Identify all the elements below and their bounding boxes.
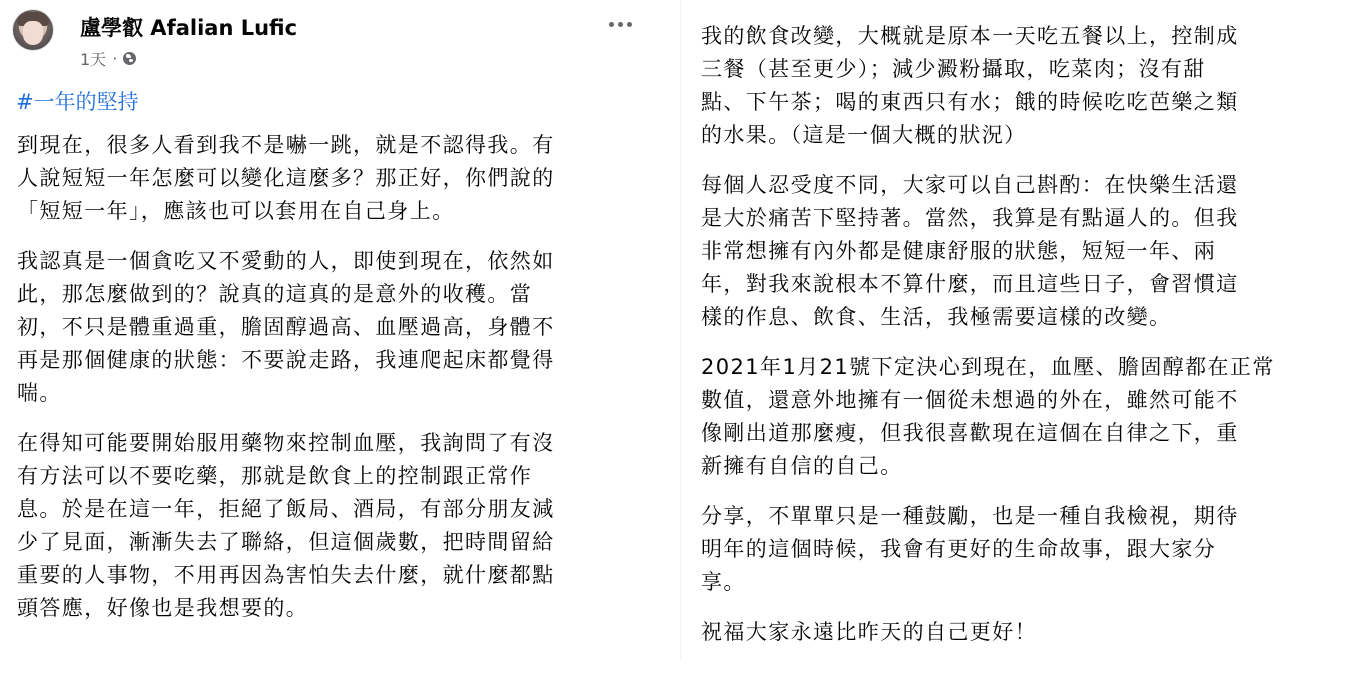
paragraph-line: 重要的人事物，不用再因為害怕失去什麼，就什麼都點 xyxy=(17,563,555,587)
paragraph-line: 年，對我來說根本不算什麼，而且這些日子，會習慣這 xyxy=(701,272,1239,296)
paragraph-gap xyxy=(701,599,1361,616)
paragraph-line: 非常想擁有內外都是健康舒服的狀態，短短一年、兩 xyxy=(701,239,1217,263)
more-options-icon[interactable] xyxy=(609,22,632,27)
paragraph-line: 再是那個健康的狀態：不要說走路，我連爬起床都覺得 xyxy=(17,348,555,372)
paragraph-gap xyxy=(701,334,1361,351)
avatar[interactable] xyxy=(12,9,54,51)
post-left-panel xyxy=(0,0,650,636)
paragraph-line: 人說短短一年怎麼可以變化這麼多？那正好，你們說的 xyxy=(17,166,555,190)
paragraph-line: 的水果。（這是一個大概的狀況） xyxy=(701,123,1027,147)
paragraph-line: 享。 xyxy=(701,570,746,594)
paragraph-line: 在得知可能要開始服用藥物來控制血壓，我詢問了有沒 xyxy=(17,431,555,455)
paragraph-line: 分享，不單單只是一種鼓勵，也是一種自我檢視，期待 xyxy=(701,504,1239,528)
paragraph-line: 息。於是在這一年，拒絕了飯局、酒局，有部分朋友減 xyxy=(17,497,555,521)
paragraph-line: 三餐（甚至更少）；減少澱粉攝取，吃菜肉；沒有甜 xyxy=(701,57,1206,81)
meta-separator: · xyxy=(112,49,118,68)
more-dot xyxy=(618,22,623,27)
avatar-face xyxy=(23,21,43,45)
more-dot xyxy=(609,22,614,27)
paragraph-line: 祝福大家永遠比昨天的自己更好！ xyxy=(701,620,1037,644)
post-body-left xyxy=(17,129,645,625)
post-right-panel xyxy=(680,0,1364,660)
paragraph-gap xyxy=(17,410,645,427)
paragraph-gap xyxy=(701,152,1361,169)
paragraph-line: 新擁有自信的自己。 xyxy=(701,454,903,478)
post-paragraph xyxy=(17,245,645,410)
paragraph-line: 我的飲食改變，大概就是原本一天吃五餐以上，控制成 xyxy=(701,24,1239,48)
paragraph-line: 2021年1月21號下定決心到現在，血壓、膽固醇都在正常 xyxy=(701,355,1275,379)
post-paragraph xyxy=(17,129,645,228)
paragraph-line: 是大於痛苦下堅持著。當然，我算是有點逼人的。但我 xyxy=(701,206,1239,230)
paragraph-line: 點、下午茶；喝的東西只有水；餓的時候吃吃芭樂之類 xyxy=(701,90,1239,114)
author-name[interactable]: 盧學叡 Afalian Lufic xyxy=(80,16,298,40)
paragraph-line: 每個人忍受度不同，大家可以自己斟酌：在快樂生活還 xyxy=(701,173,1239,197)
paragraph-line: 喘。 xyxy=(17,381,62,405)
paragraph-line: 樣的作息、飲食、生活，我極需要這樣的改變。 xyxy=(701,305,1172,329)
paragraph-line: 我認真是一個貪吃又不愛動的人，即使到現在，依然如 xyxy=(17,249,555,273)
paragraph-line: 此，那怎麼做到的？說真的這真的是意外的收穫。當 xyxy=(17,282,533,306)
paragraph-gap xyxy=(17,228,645,245)
paragraph-line: 明年的這個時候，我會有更好的生命故事，跟大家分 xyxy=(701,537,1217,561)
paragraph-line: 少了見面，漸漸失去了聯絡，但這個歲數，把時間留給 xyxy=(17,530,555,554)
paragraph-line: 數值，還意外地擁有一個從未想過的外在，雖然可能不 xyxy=(701,388,1239,412)
more-dot xyxy=(627,22,632,27)
post-meta xyxy=(80,47,136,70)
paragraph-line: 「短短一年」，應該也可以套用在自己身上。 xyxy=(17,199,455,223)
paragraph-line: 到現在，很多人看到我不是嚇一跳，就是不認得我。有 xyxy=(17,133,555,157)
paragraph-line: 像剛出道那麼瘦，但我很喜歡現在這個在自律之下，重 xyxy=(701,421,1239,445)
paragraph-line: 初，不只是體重過重，膽固醇過高、血壓過高，身體不 xyxy=(17,315,555,339)
post-body-right xyxy=(701,20,1361,649)
globe-icon[interactable] xyxy=(123,52,136,65)
hashtag-link[interactable]: #一年的堅持 xyxy=(16,90,139,114)
paragraph-line: 頭答應，好像也是我想要的。 xyxy=(17,596,309,620)
paragraph-line: 有方法可以不要吃藥，那就是飲食上的控制跟正常作 xyxy=(17,464,533,488)
paragraph-gap xyxy=(701,483,1361,500)
post-paragraph xyxy=(701,616,1361,649)
post-paragraph xyxy=(701,351,1361,483)
post-paragraph xyxy=(17,427,645,625)
post-paragraph xyxy=(701,20,1361,152)
post-paragraph xyxy=(701,169,1361,334)
post-paragraph xyxy=(701,500,1361,599)
post-timestamp[interactable]: 1天 xyxy=(80,50,107,69)
